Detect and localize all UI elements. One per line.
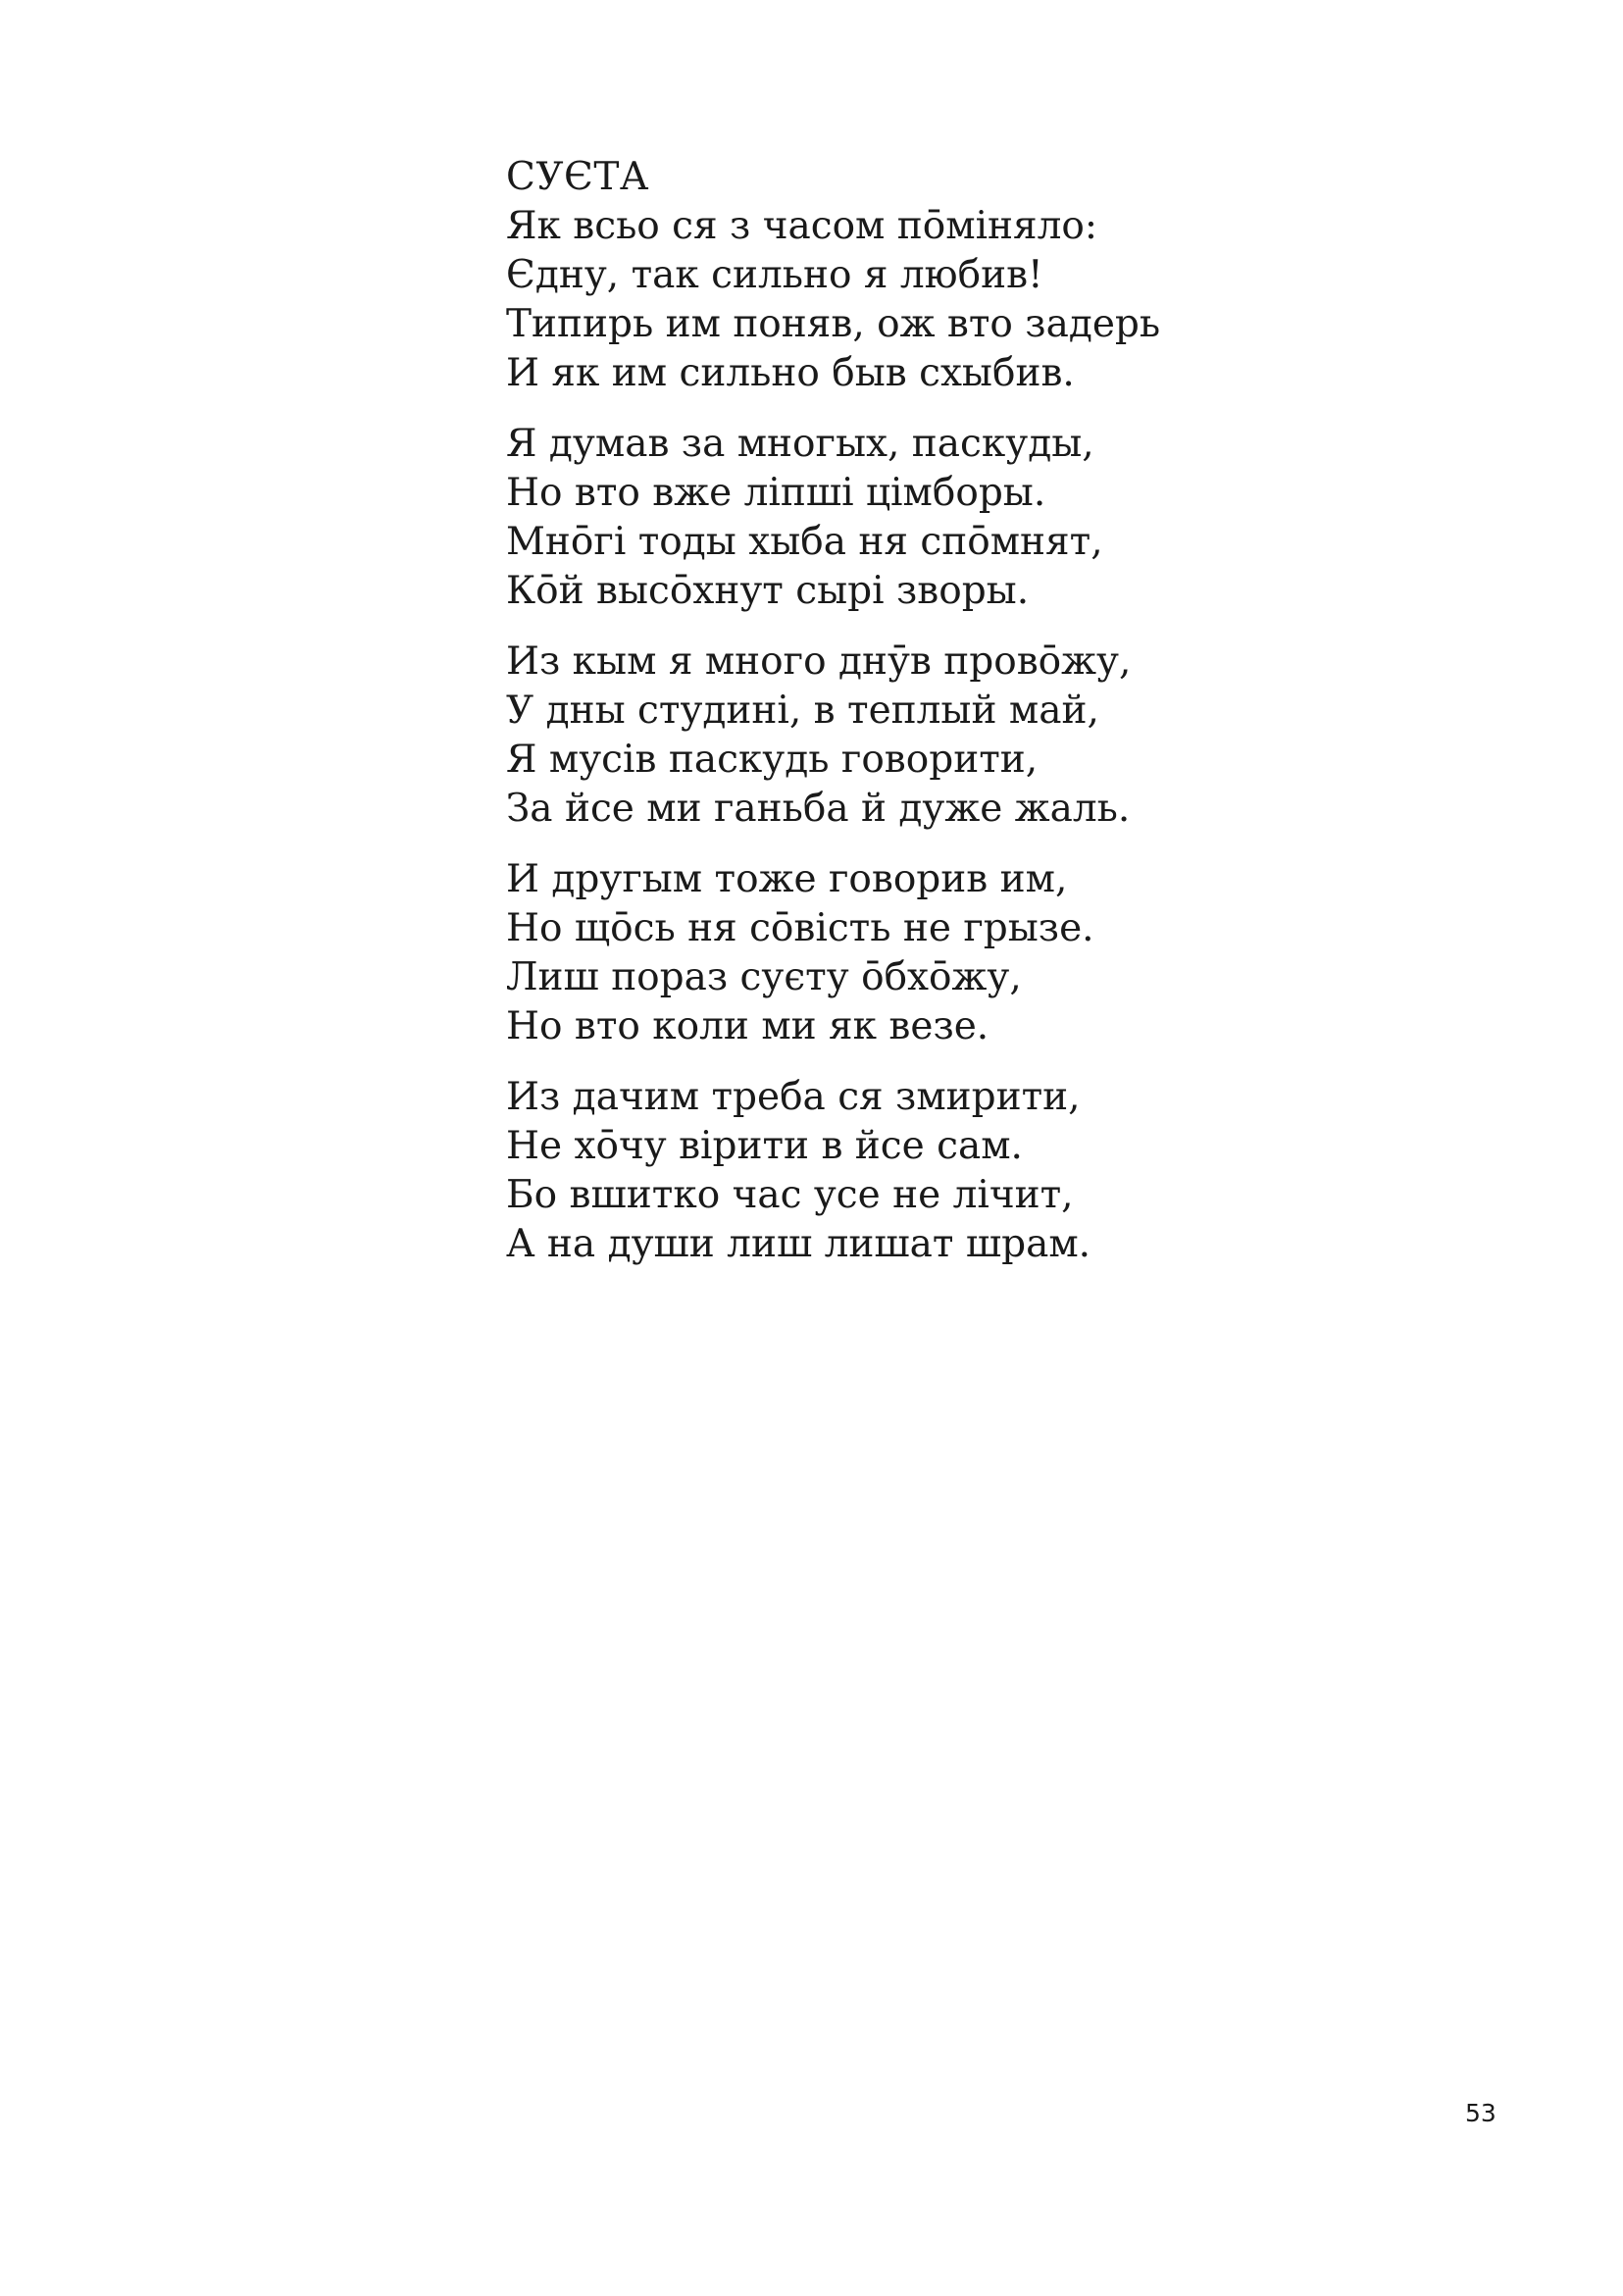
poem-line: Из дачим треба ся змирити, (506, 1075, 1081, 1119)
stanza-3 (506, 638, 1271, 834)
poem-line: Но вто коли ми як везе. (506, 1004, 989, 1048)
stanza-2 (506, 420, 1271, 616)
poem-title: СУЄТА (506, 155, 649, 199)
poem-line: А на души лиш лишат шрам. (506, 1222, 1091, 1266)
poem-line: Не хōчу вірити в йсе сам. (506, 1124, 1023, 1168)
stanza-1 (506, 202, 1271, 398)
poem-line: Єдну, так сильно я любив! (506, 253, 1043, 297)
poem-line: Я мусів паскудь говорити, (506, 738, 1039, 782)
poem-line: Но вто вже ліпші цімборы. (506, 471, 1046, 515)
stanza-4 (506, 855, 1271, 1051)
poem-line: Лиш пораз суєту ōбхōжу, (506, 955, 1022, 999)
poem-line: Типирь им поняв, ож вто задерь (506, 302, 1161, 346)
poem-line: И як им сильно быв схыбив. (506, 351, 1075, 395)
poem-line: Но щōсь ня сōвість не грызе. (506, 906, 1094, 950)
page-number: 53 (1465, 2099, 1496, 2127)
poem-line: Бо вшитко час усе не лічит, (506, 1173, 1074, 1217)
poem (506, 153, 1271, 1269)
poem-line: За йсе ми ганьба й дуже жаль. (506, 787, 1131, 831)
poem-line: И другым тоже говорив им, (506, 857, 1068, 901)
poem-line: У дны студині, в теплый май, (506, 689, 1099, 733)
stanza-5 (506, 1073, 1271, 1269)
poem-line: Як всьо ся з часом пōміняло: (506, 204, 1098, 248)
poem-line: Я думав за многых, паскуды, (506, 422, 1094, 466)
poem-line: Мнōгі тоды хыба ня спōмнят, (506, 520, 1103, 564)
poem-line: Кōй высōхнут сырі зворы. (506, 569, 1030, 613)
poem-line: Из кым я много днӯв провōжу, (506, 639, 1132, 684)
